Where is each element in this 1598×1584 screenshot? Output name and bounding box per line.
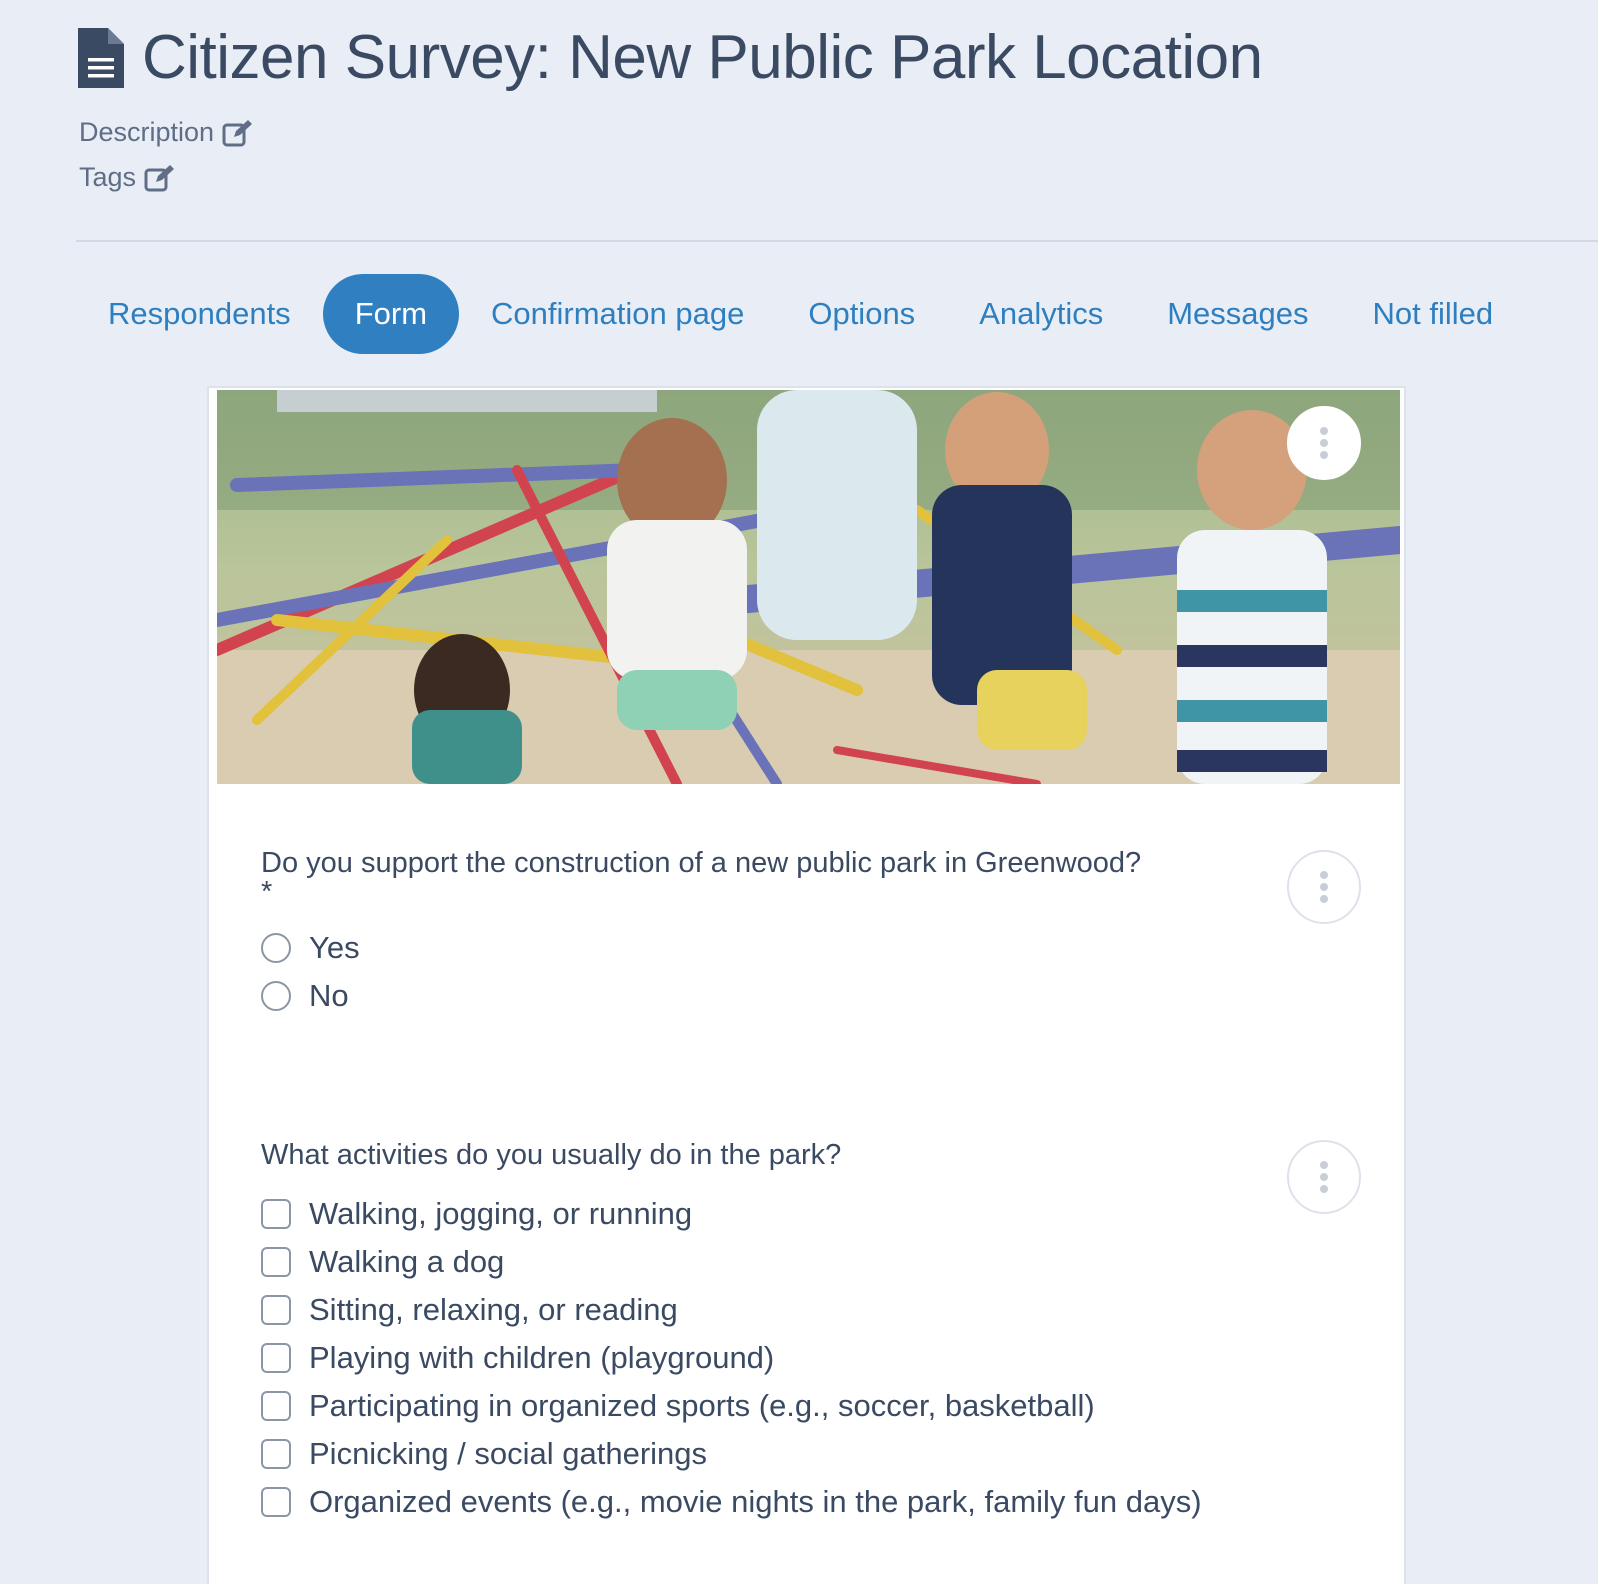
- checkbox-option[interactable]: [261, 1238, 1271, 1286]
- question-text: What activities do you usually do in the park?: [261, 1139, 842, 1171]
- edit-icon: [222, 119, 254, 147]
- question-text: Do you support the construction of a new public park in Greenwood?: [261, 847, 1142, 879]
- tab-not-filled[interactable]: Not filled: [1372, 296, 1494, 331]
- checkbox-option[interactable]: [261, 1382, 1271, 1430]
- question-activities: [261, 1138, 1271, 1526]
- tab-options[interactable]: Options: [808, 296, 916, 331]
- option-label: Yes: [309, 930, 360, 965]
- question-support-park: [261, 846, 1271, 1020]
- more-icon: [1320, 1161, 1328, 1169]
- tab-confirmation-page[interactable]: Confirmation page: [491, 296, 745, 331]
- document-icon: [76, 26, 126, 90]
- tags-label: Tags: [79, 162, 137, 192]
- checkbox[interactable]: [261, 1343, 291, 1373]
- option-label: Walking, jogging, or running: [309, 1196, 693, 1231]
- tab-respondents[interactable]: Respondents: [108, 296, 291, 331]
- option-label: Participating in organized sports (e.g., soccer, basketball): [309, 1388, 1095, 1423]
- tags-edit-link[interactable]: [79, 162, 1263, 193]
- question-menu-button[interactable]: [1287, 1140, 1361, 1214]
- more-icon: [1320, 871, 1328, 879]
- checkbox[interactable]: [261, 1199, 291, 1229]
- option-label: Picnicking / social gatherings: [309, 1436, 708, 1471]
- banner-menu-button[interactable]: [1287, 406, 1361, 480]
- radio-button[interactable]: [261, 981, 291, 1011]
- option-label: Walking a dog: [309, 1244, 505, 1279]
- more-icon: [1320, 427, 1328, 435]
- checkbox-option[interactable]: [261, 1286, 1271, 1334]
- required-mark: *: [261, 876, 273, 908]
- option-label: Sitting, relaxing, or reading: [309, 1292, 678, 1327]
- checkbox-option[interactable]: [261, 1190, 1271, 1238]
- checkbox-option[interactable]: [261, 1430, 1271, 1478]
- description-label: Description: [79, 117, 215, 147]
- radio-option[interactable]: [261, 924, 1271, 972]
- checkbox[interactable]: [261, 1439, 291, 1469]
- option-label: Organized events (e.g., movie nights in the park, family fun days): [309, 1484, 1202, 1519]
- checkbox-option[interactable]: [261, 1478, 1271, 1526]
- checkbox[interactable]: [261, 1391, 291, 1421]
- tab-messages[interactable]: Messages: [1167, 296, 1309, 331]
- option-label: No: [309, 978, 349, 1013]
- tab-bar: [76, 274, 1525, 354]
- page-title: Citizen Survey: New Public Park Location: [142, 23, 1263, 92]
- header-divider: [76, 240, 1598, 242]
- checkbox[interactable]: [261, 1295, 291, 1325]
- banner-image: [217, 390, 1400, 784]
- playground-photo-icon: [217, 390, 1400, 784]
- title-row: [76, 22, 1263, 93]
- survey-header: [76, 22, 1263, 193]
- checkbox[interactable]: [261, 1487, 291, 1517]
- description-edit-link[interactable]: [79, 117, 1263, 148]
- tab-form[interactable]: Form: [323, 274, 459, 354]
- checkbox[interactable]: [261, 1247, 291, 1277]
- checkbox-option[interactable]: [261, 1334, 1271, 1382]
- option-label: Playing with children (playground): [309, 1340, 775, 1375]
- radio-option[interactable]: [261, 972, 1271, 1020]
- question-menu-button[interactable]: [1287, 850, 1361, 924]
- tab-analytics[interactable]: Analytics: [979, 296, 1104, 331]
- edit-icon: [144, 164, 176, 192]
- form-card: [207, 386, 1406, 1584]
- radio-button[interactable]: [261, 933, 291, 963]
